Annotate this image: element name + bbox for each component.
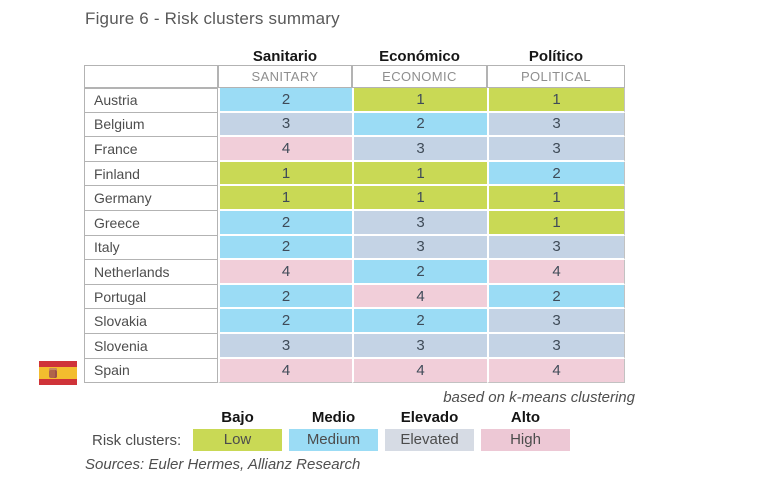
risk-cell: 3	[352, 137, 487, 162]
risk-cell: 2	[487, 162, 625, 187]
legend-label-es-low: Bajo	[221, 409, 254, 426]
table-row	[84, 236, 625, 261]
header-corner	[84, 45, 218, 65]
country-label: Italy	[84, 236, 218, 261]
column-header-political: Político	[528, 48, 584, 65]
column-subheader-sanitary: SANITARY	[218, 65, 352, 88]
risk-legend	[193, 408, 570, 451]
legend-label-es-medium: Medio	[311, 409, 356, 426]
risk-cell: 4	[487, 260, 625, 285]
country-label: Spain	[84, 359, 218, 384]
legend-swatch-high: High	[481, 429, 570, 451]
risk-cell: 1	[218, 186, 352, 211]
risk-cell: 2	[218, 309, 352, 334]
risk-cell: 3	[487, 309, 625, 334]
table-row	[84, 113, 625, 138]
risk-cell: 1	[352, 186, 487, 211]
legend-swatch-low: Low	[193, 429, 282, 451]
table-row	[84, 88, 625, 113]
sources-note: Sources: Euler Hermes, Allianz Research	[85, 456, 361, 473]
risk-cell: 4	[352, 359, 487, 384]
risk-cell: 4	[218, 137, 352, 162]
legend-swatch-elevated: Elevated	[385, 429, 474, 451]
risk-cell: 2	[352, 260, 487, 285]
country-label: Belgium	[84, 113, 218, 138]
risk-cell: 1	[487, 88, 625, 113]
legend-label-es-high: Alto	[510, 409, 541, 426]
risk-cell: 3	[487, 137, 625, 162]
risk-cell: 3	[352, 211, 487, 236]
risk-cell: 1	[352, 88, 487, 113]
country-label: Greece	[84, 211, 218, 236]
table-row	[84, 285, 625, 310]
table-row	[84, 211, 625, 236]
legend-swatch-medium: Medium	[289, 429, 378, 451]
risk-cell: 2	[352, 309, 487, 334]
column-subheader-political: POLITICAL	[487, 65, 625, 88]
table-header-row-en	[84, 65, 625, 88]
figure-title: Figure 6 - Risk clusters summary	[85, 9, 340, 28]
risk-cell: 3	[352, 334, 487, 359]
country-label: France	[84, 137, 218, 162]
risk-cell: 4	[352, 285, 487, 310]
risk-cell: 4	[487, 359, 625, 384]
country-label: Portugal	[84, 285, 218, 310]
spain-flag-icon	[39, 361, 77, 385]
risk-cell: 2	[218, 236, 352, 261]
table-row	[84, 309, 625, 334]
risk-cell: 1	[487, 186, 625, 211]
country-label: Austria	[84, 88, 218, 113]
table-row	[84, 137, 625, 162]
spain-coat-of-arms-icon	[49, 368, 57, 378]
risk-cell: 1	[352, 162, 487, 187]
risk-cell: 4	[218, 260, 352, 285]
subheader-corner	[84, 65, 218, 88]
risk-cell: 3	[487, 113, 625, 138]
table-row	[84, 260, 625, 285]
risk-cell: 3	[218, 113, 352, 138]
risk-cell: 4	[218, 359, 352, 384]
risk-clusters-table	[84, 45, 625, 383]
column-subheader-economic: ECONOMIC	[352, 65, 487, 88]
risk-cell: 3	[487, 334, 625, 359]
country-label: Germany	[84, 186, 218, 211]
legend-label: Risk clusters:	[92, 432, 182, 449]
risk-cell: 1	[487, 211, 625, 236]
risk-cell: 3	[352, 236, 487, 261]
country-label: Netherlands	[84, 260, 218, 285]
risk-cell: 2	[218, 285, 352, 310]
risk-cell: 2	[218, 88, 352, 113]
column-header-economic: Económico	[379, 48, 460, 65]
country-label: Finland	[84, 162, 218, 187]
country-label: Slovakia	[84, 309, 218, 334]
legend-label-es-elevated: Elevado	[400, 409, 459, 426]
risk-cell: 2	[352, 113, 487, 138]
table-row	[84, 334, 625, 359]
table-header-row-es	[84, 45, 625, 65]
country-label: Slovenia	[84, 334, 218, 359]
risk-cell: 3	[487, 236, 625, 261]
kmeans-note: based on k-means clustering	[443, 389, 635, 406]
risk-cell: 3	[218, 334, 352, 359]
column-header-sanitary: Sanitario	[252, 48, 318, 65]
risk-cell: 2	[218, 211, 352, 236]
risk-cell: 1	[218, 162, 352, 187]
table-row	[84, 162, 625, 187]
risk-cell: 2	[487, 285, 625, 310]
table-row	[84, 186, 625, 211]
table-body	[84, 88, 625, 383]
table-row	[84, 359, 625, 384]
